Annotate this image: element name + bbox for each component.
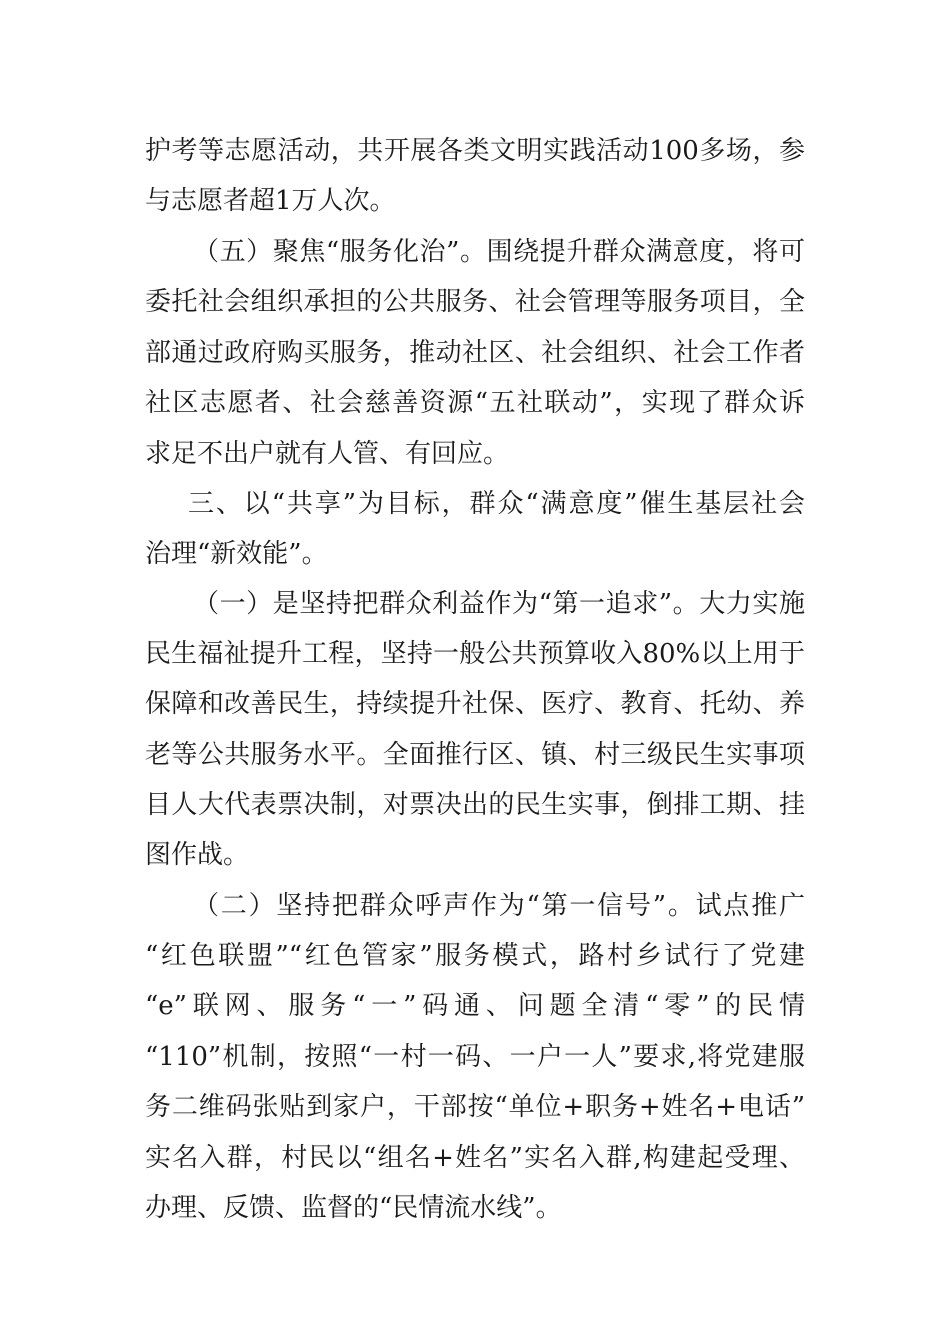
paragraph-five-heading: （五）聚焦“服务化治”。围绕提升群众满意度，将可 xyxy=(193,237,805,267)
text-line: “红色联盟”“红色管家”服务模式，路村乡试行了党建 xyxy=(145,941,805,971)
text-line: “e”联网、服务“一”码通、问题全清“零”的民情 xyxy=(145,991,805,1021)
text-line: 护考等志愿活动，共开展各类文明实践活动100多场，参 xyxy=(145,136,805,166)
text-line: 与志愿者超1万人次。 xyxy=(145,186,396,216)
text-line: 务二维码张贴到家户，干部按“单位+职务+姓名+电话” xyxy=(145,1092,805,1122)
paragraph-one-heading: （一）是坚持把群众利益作为“第一追求”。大力实施 xyxy=(193,589,805,619)
text-line: 老等公共服务水平。全面推行区、镇、村三级民生实事项 xyxy=(145,740,805,770)
text-line: “110”机制，按照“一村一码、一户一人”要求,将党建服 xyxy=(145,1042,805,1072)
text-line: 社区志愿者、社会慈善资源“五社联动”，实现了群众诉 xyxy=(145,388,805,418)
text-line: 部通过政府购买服务，推动社区、社会组织、社会工作者 xyxy=(145,338,805,368)
text-line: 办理、反馈、监督的“民情流水线”。 xyxy=(145,1193,562,1223)
text-line: 保障和改善民生，持续提升社保、医疗、教育、托幼、养 xyxy=(145,689,805,719)
text-line: 目人大代表票决制，对票决出的民生实事，倒排工期、挂 xyxy=(145,790,805,820)
text-line: 求足不出户就有人管、有回应。 xyxy=(145,439,510,469)
text-line: 委托社会组织承担的公共服务、社会管理等服务项目，全 xyxy=(145,287,805,317)
text-line: 治理“新效能”。 xyxy=(145,539,328,569)
text-line: 图作战。 xyxy=(145,840,250,870)
text-line: 实名入群，村民以“组名+姓名”实名入群,构建起受理、 xyxy=(145,1143,805,1173)
section-three-heading: 三、以“共享”为目标，群众“满意度”催生基层社会 xyxy=(188,489,805,519)
paragraph-two-heading: （二）坚持把群众呼声作为“第一信号”。试点推广 xyxy=(193,891,805,921)
text-line: 民生福祉提升工程，坚持一般公共预算收入80%以上用于 xyxy=(145,639,805,669)
